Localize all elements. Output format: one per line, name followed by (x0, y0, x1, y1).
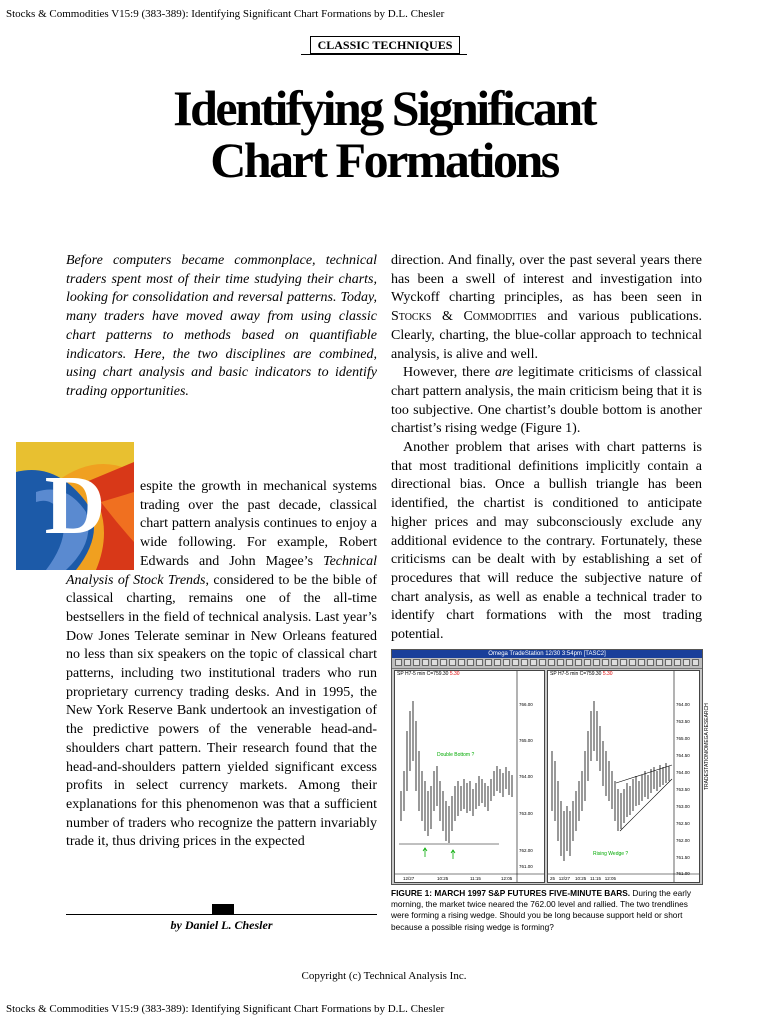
toolbar-button (620, 659, 627, 666)
right-p1-a: direction. And finally, over the past several years there has been a swell of interest and investigation into Wyckoff charting principles, as has been seen in (391, 253, 702, 306)
intro-deck: Before computers became commonplace, technical traders spent most of their time studying their charts, looking for consolidation and reversal patterns. Today, many traders have moved away from using classic chart patterns to methods based on quantifiable indicators. Here, the two disciplines are combined, using chart analysis and basic indicators to identify trading opportunities. (66, 253, 377, 399)
left-price-bars (401, 701, 512, 843)
toolbar-button (512, 659, 519, 666)
right-y-label: 763.00 (676, 804, 690, 809)
left-p1-a: espite the growth in mechanical systems trading over the past decade, classical chart pattern analysis continues to enjoy a wide following. For example, Robert Edwards and John Magee’s (140, 479, 377, 569)
section-kicker: CLASSIC TECHNIQUES (310, 36, 460, 54)
right-y-label: 761.00 (676, 871, 690, 876)
right-p1-b: and various publications. Clearly, charting, the blue-collar approach to technical analysis, is alive and well. (391, 309, 702, 362)
toolbar-button (413, 659, 420, 666)
magazine-name: Stocks & Commodities (391, 309, 537, 325)
figure-1-screenshot (391, 649, 703, 885)
page-footer: Stocks & Commodities V15:9 (383-389): Identifying Significant Chart Formations by D.L. Chesler (6, 1003, 445, 1015)
toolbar-button (683, 659, 690, 666)
figure-caption (391, 888, 703, 933)
toolbar-button (665, 659, 672, 666)
right-p2-b: legitimate criticisms of classical chart pattern analysis, the main criticism being that it is too subjective. One chartist’s double bottom is another chartist’s rising wedge (Figure 1). (391, 365, 702, 437)
double-bottom-annotation: Double Bottom ? (437, 752, 475, 758)
toolbar-button (494, 659, 501, 666)
left-x-label: 12:05 (501, 876, 513, 881)
caption-heading: FIGURE 1: MARCH 1997 S&P FUTURES FIVE-MINUTE BARS. (391, 888, 631, 898)
left-panel-symbol: SP H7-5 min C=759.30 (397, 671, 449, 677)
article-title (0, 82, 768, 186)
left-chart-panel (394, 670, 545, 883)
left-column (44, 459, 377, 852)
toolbar-button (692, 659, 699, 666)
left-panel-change: 5.30 (449, 671, 460, 677)
left-y-label: 764.00 (519, 774, 533, 779)
toolbar-button (503, 659, 510, 666)
toolbar-button (458, 659, 465, 666)
left-y-label: 761.00 (519, 864, 533, 869)
left-y-label: 762.00 (519, 848, 533, 853)
figure-credit: TRADESTATION/OMEGA RESEARCH (704, 703, 710, 790)
right-p2-a: However, there (403, 365, 495, 381)
toolbar-button (449, 659, 456, 666)
toolbar-button (557, 659, 564, 666)
toolbar-button (395, 659, 402, 666)
toolbar-button (629, 659, 636, 666)
toolbar-button (467, 659, 474, 666)
rising-wedge-annotation: Rising Wedge ? (593, 851, 629, 857)
right-y-label: 765.00 (676, 736, 690, 741)
toolbar-button (431, 659, 438, 666)
toolbar-button (521, 659, 528, 666)
emphasis-are: are (494, 365, 514, 381)
title-line-2: Chart Formations (210, 132, 558, 188)
byline-rule (66, 914, 377, 915)
wedge-upper-trendline (616, 765, 672, 783)
toolbar-button (647, 659, 654, 666)
right-y-label: 762.00 (676, 838, 690, 843)
right-y-label: 762.50 (676, 821, 690, 826)
right-y-label: 761.50 (676, 855, 690, 860)
toolbar-button (575, 659, 582, 666)
right-column (391, 252, 702, 645)
toolbar-button (440, 659, 447, 666)
right-y-label: 764.50 (676, 753, 690, 758)
toolbar-button (548, 659, 555, 666)
figure-toolbar (392, 658, 702, 669)
copyright: Copyright (c) Technical Analysis Inc. (301, 970, 467, 982)
toolbar-button (638, 659, 645, 666)
left-arrows (423, 848, 455, 859)
byline: by Daniel L. Chesler (170, 918, 273, 932)
toolbar-button (476, 659, 483, 666)
toolbar-button (611, 659, 618, 666)
toolbar-button (584, 659, 591, 666)
toolbar-button (404, 659, 411, 666)
toolbar-button (656, 659, 663, 666)
right-chart-panel (547, 670, 700, 883)
caption-text: During the early morning, the market twice neared the 762.00 level and rallied. The two trendlines were forming a rising wedge. Should you be long because support held or short because a possible rising wedge is forming? (391, 888, 691, 932)
right-y-label: 763.50 (676, 719, 690, 724)
toolbar-button (593, 659, 600, 666)
byline-marker (212, 904, 234, 914)
right-paragraph-2 (391, 364, 702, 439)
left-y-label: 766.00 (519, 702, 533, 707)
page-header: Stocks & Commodities V15:9 (383-389): Identifying Significant Chart Formations by D.L. Chesler (6, 8, 445, 20)
toolbar-button (539, 659, 546, 666)
right-y-label: 763.50 (676, 787, 690, 792)
right-panel-symbol: SP H7-5 min C=759.30 (550, 671, 602, 677)
left-y-label: 763.00 (519, 811, 533, 816)
right-price-bars (552, 701, 669, 861)
right-panel-change: 5.30 (602, 671, 613, 677)
figure-window-title: Omega TradeStation 12/30 3:54pm [TASC2] (392, 650, 702, 658)
kicker-rule (301, 54, 467, 55)
left-p1-b: , considered to be the bible of classical charting, remains one of the all-time bestsellers in the field of technical analysis. Last year’s Dow Jones Telerate seminar in New Orleans featured no less than six speakers on the topic of classical chart patterns, including two institutional traders who run proprietary currency trading desks. And in 1995, the New York Reserve Bank undertook an investigation of the predictive powers of the venerable head-and-shoulders chart pattern. Their research found that the head-and-shoulders pattern yielded significant excess profits in select currency markets. Among their explanations for this phenomenon was that a sufficient number of traders who recognize the pattern invariably trade it, thus driving prices in the expected (66, 572, 377, 850)
right-y-label: 764.00 (676, 702, 690, 707)
right-x-labels: 25 12/27 10:25 11:15 12:05 (550, 876, 616, 881)
right-y-label: 764.00 (676, 770, 690, 775)
right-paragraph-1 (391, 252, 702, 364)
book-title: Technical Analysis of Stock Trends (66, 553, 377, 588)
left-x-label: 11:15 (470, 876, 481, 881)
left-x-label: 10:25 (437, 876, 449, 881)
toolbar-button (674, 659, 681, 666)
left-x-label: 12/27 (403, 876, 415, 881)
toolbar-button (422, 659, 429, 666)
wedge-lower-trendline (620, 779, 672, 831)
dropcap-image (16, 442, 134, 570)
toolbar-button (602, 659, 609, 666)
left-y-label: 765.00 (519, 738, 533, 743)
title-line-1: Identifying Significant (173, 80, 595, 136)
dropcap-letter: D (44, 459, 106, 552)
toolbar-button (485, 659, 492, 666)
right-paragraph-3: Another problem that arises with chart patterns is that most traditional definitions implicitly contain a directional bias. Once a bullish triangle has been identified, the chartist is conditioned to anticipate higher prices and may subconsciously exclude any additional evidence to the contrary. Fortunately, these criticisms can be dealt with by establishing a set of procedures that will reduce the subjective nature of chart analysis, as well as enable a technical trader to identify chart formations with the most trading potential. (391, 440, 702, 643)
toolbar-button (530, 659, 537, 666)
toolbar-button (566, 659, 573, 666)
